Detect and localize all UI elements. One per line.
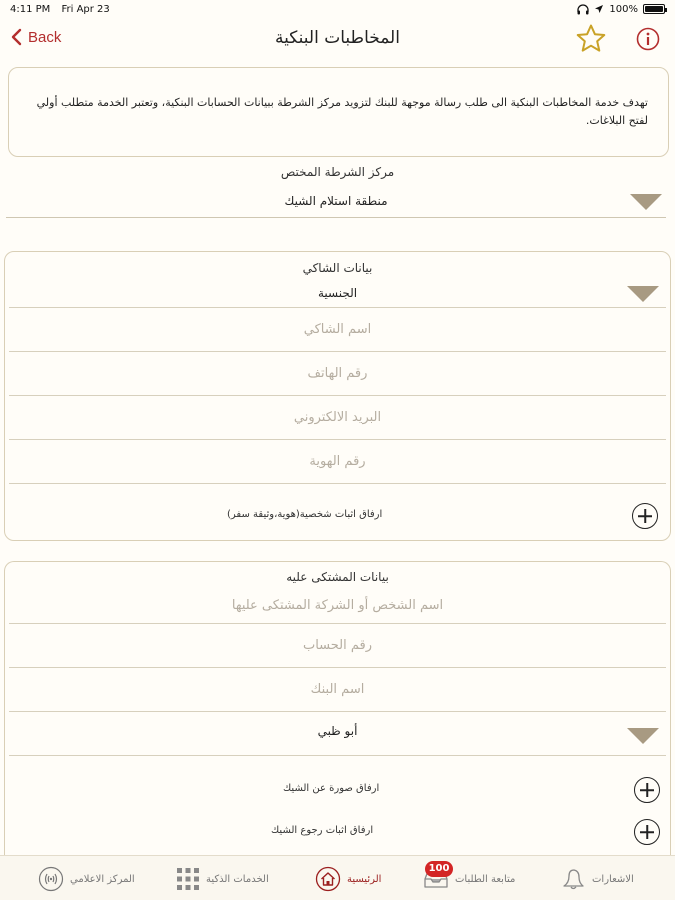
tab-notifications[interactable] — [560, 864, 634, 894]
add-attachment-icon[interactable] — [632, 503, 658, 529]
tab-home-label: الرئيسية — [347, 873, 382, 885]
add-attachment-icon[interactable] — [634, 777, 660, 803]
defendant-title: بيانات المشتكى عليه — [286, 570, 389, 584]
defendant-card — [4, 561, 671, 861]
phone-placeholder: رقم الهاتف — [307, 366, 368, 381]
tab-notifications-label: الاشعارات — [592, 873, 634, 885]
info-icon[interactable] — [636, 27, 660, 51]
complainant-title: بيانات الشاكي — [302, 261, 373, 275]
phone-field[interactable] — [9, 352, 666, 396]
battery-icon — [643, 4, 665, 14]
attach-cheque-label: ارفاق صورة عن الشيك — [283, 783, 380, 794]
tab-track-requests-label: متابعة الطلبات — [455, 873, 516, 885]
tab-media-center-label: المركز الاعلامي — [70, 873, 135, 885]
emirate-select[interactable] — [9, 712, 666, 756]
intro-description: تهدف خدمة المخاطبات البنكية الى طلب رسالة موجهة للبنك لتزويد مركز الشرطة ببيانات الحسابات البنكية، وتعتبر الخدمة متطلب أولي لفتح البلاغات. — [36, 96, 648, 127]
tab-smart-services[interactable] — [176, 864, 269, 894]
account-number-field[interactable] — [9, 624, 666, 668]
complainant-card — [4, 251, 671, 541]
police-center-value: منطقة استلام الشيك — [284, 194, 388, 208]
complainant-name-placeholder: اسم الشاكي — [303, 322, 372, 337]
navigation-bar — [0, 18, 675, 62]
email-placeholder: البريد الالكتروني — [293, 410, 382, 425]
broadcast-icon — [38, 866, 64, 892]
grid-icon — [176, 867, 200, 891]
tab-media-center[interactable] — [38, 864, 135, 894]
location-icon — [594, 4, 604, 14]
defendant-name-placeholder: اسم الشخص أو الشركة المشتكى عليها — [231, 598, 444, 613]
nationality-select[interactable] — [9, 278, 666, 308]
bank-name-field[interactable] — [9, 668, 666, 712]
status-bar — [0, 0, 675, 18]
status-time: 4:11 PM — [10, 3, 51, 15]
intro-card — [8, 67, 669, 157]
back-label: Back — [28, 28, 62, 46]
nationality-value: الجنسية — [317, 286, 358, 300]
attach-id-label: ارفاق اثبات شخصية(هوية،وثيقة سفر) — [227, 509, 383, 520]
dropdown-caret-icon[interactable] — [627, 286, 659, 302]
defendant-name-field[interactable] — [9, 586, 666, 624]
tab-bar — [0, 855, 675, 900]
bell-icon — [560, 866, 586, 892]
tab-home[interactable] — [315, 864, 381, 894]
emirate-value: أبو ظبي — [317, 724, 358, 738]
battery-percentage: 100% — [609, 3, 638, 15]
home-icon — [315, 866, 341, 892]
email-field[interactable] — [9, 396, 666, 440]
dropdown-caret-icon[interactable] — [630, 194, 662, 210]
attach-cheque-return-label: ارفاق اثبات رجوع الشيك — [271, 825, 374, 836]
id-number-placeholder: رقم الهوية — [309, 454, 366, 469]
page-title: المخاطبات البنكية — [275, 28, 400, 48]
requests-count-badge: 100 — [425, 861, 453, 877]
bank-name-placeholder: اسم البنك — [310, 682, 365, 697]
account-number-placeholder: رقم الحساب — [302, 638, 373, 653]
police-center-label: مركز الشرطة المختص — [280, 165, 395, 179]
headphones-icon — [577, 4, 589, 15]
status-date: Fri Apr 23 — [61, 3, 110, 15]
add-attachment-icon[interactable] — [634, 819, 660, 845]
favorite-star-icon[interactable] — [575, 23, 607, 55]
id-number-field[interactable] — [9, 440, 666, 484]
police-center-select[interactable] — [6, 186, 666, 218]
complainant-name-field[interactable] — [9, 308, 666, 352]
dropdown-caret-icon[interactable] — [627, 728, 659, 744]
tab-smart-services-label: الخدمات الذكية — [206, 873, 269, 885]
